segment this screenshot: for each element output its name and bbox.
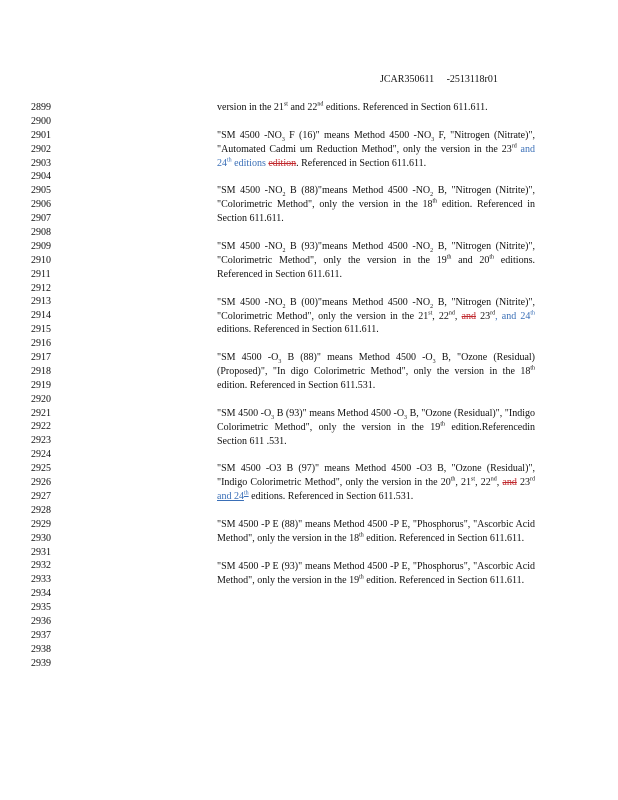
text-run: edition. Referenced in Section 611.531.: [217, 380, 376, 392]
definition-paragraph: [217, 129, 535, 171]
text-run: and 20: [451, 254, 490, 266]
line-number: 2909: [31, 240, 51, 252]
inserted-superscript: th: [530, 310, 536, 317]
line-number: 2914: [31, 310, 51, 322]
superscript: rd: [511, 143, 517, 150]
line-number: 2930: [31, 532, 51, 544]
line-number: 2915: [31, 324, 51, 336]
line-number: 2922: [31, 421, 51, 433]
text-run: F, "Nitrogen (Nitrate)", "Automated Cadmi um Reduction Method", only the version in the 23: [217, 129, 536, 155]
superscript: th: [359, 574, 364, 581]
line-number: 2916: [31, 338, 51, 350]
superscript: th: [432, 198, 438, 205]
text-run: "SM 4500 -P E (88)" means Method 4500 -P E, "Phosphorus", "Ascorbic Acid Method", only the version in the 18: [217, 519, 535, 544]
subscript: 3: [278, 359, 282, 366]
line-number: 2900: [31, 115, 51, 127]
line-number: 2921: [31, 407, 51, 419]
superscript: th: [530, 365, 535, 372]
superscript: nd: [317, 101, 324, 108]
deleted-text: edition: [268, 157, 297, 169]
line-number: 2920: [31, 393, 51, 405]
inserted-text: and 24: [217, 491, 244, 503]
line-number-column: [31, 101, 71, 671]
line-number: 2903: [31, 157, 51, 169]
line-number: 2899: [31, 102, 51, 113]
superscript: nd: [490, 477, 497, 484]
text-run: B, "Ozone (Residual) (Proposed)", "In digo Colorimetric Method", only the version in the 18: [217, 352, 535, 378]
line-number: 2928: [31, 504, 51, 516]
text-run: "SM 4500 -NO: [217, 185, 283, 197]
text-run: B (88)" means Method 4500 -O: [281, 352, 433, 364]
line-number: 2939: [31, 657, 51, 669]
text-run: edition.Referencedin Section 611 .531.: [217, 421, 535, 447]
text-run: B, "Nitrogen (Nitrite)", "Colorimetric Method", only the version in the 21: [217, 296, 535, 322]
superscript: th: [489, 254, 495, 261]
document-id-header: JCAR350611 -2513118r01: [380, 74, 498, 85]
line-number: 2929: [31, 518, 51, 530]
line-number: 2933: [31, 574, 51, 586]
text-run: . Referenced in Section 611.611.: [296, 157, 427, 169]
subscript: 2: [430, 192, 434, 199]
line-number: 2936: [31, 615, 51, 627]
text-run: editions. Referenced in Section 611.611.: [217, 254, 535, 280]
line-number: 2902: [31, 143, 51, 155]
text-run: version in the 21: [217, 102, 284, 113]
text-run: 23: [475, 310, 491, 322]
text-run: editions. Referenced in Section 611.611.: [217, 324, 379, 336]
definition-paragraph: [217, 184, 535, 226]
text-run: B (00)"means Method 4500 -NO: [285, 296, 431, 308]
text-run: edition. Referenced in Section 611.611.: [363, 574, 525, 586]
text-run: edition. Referenced in Section 611.611.: [217, 199, 535, 225]
subscript: 3: [271, 414, 275, 421]
line-number: 2904: [31, 171, 51, 183]
text-run: B (93)"means Method 4500 -NO: [285, 241, 431, 253]
text-run: B (93)" means Method 4500 -O: [274, 407, 405, 419]
text-run: "SM 4500 -P E (93)" means Method 4500 -P E, "Phosphorus", "Ascorbic Acid Method", only the version in the 19: [217, 560, 535, 586]
text-run: "SM 4500 -NO: [217, 241, 283, 253]
superscript: nd: [448, 310, 455, 317]
definition-paragraph: [217, 560, 535, 588]
superscript: st: [471, 477, 476, 484]
text-run: edition. Referenced in Section 611.611.: [363, 532, 525, 544]
superscript: rd: [530, 477, 536, 484]
deleted-text: and: [502, 477, 517, 489]
line-number: 2923: [31, 435, 51, 447]
superscript: th: [359, 532, 364, 539]
line-number: 2910: [31, 254, 51, 266]
subscript: 2: [282, 192, 286, 199]
definition-paragraph: [217, 462, 535, 504]
text-run: 23: [516, 477, 531, 489]
subscript: 2: [430, 303, 434, 310]
line-number: 2911: [31, 268, 51, 280]
line-number: 2907: [31, 213, 51, 225]
superscript: rd: [490, 310, 496, 317]
text-run: F (16)" means Method 4500 -NO: [284, 129, 432, 141]
text-run: B, "Nitrogen (Nitrite)", "Colorimetric Method", only the version in the 19: [217, 241, 535, 266]
definition-paragraph: [217, 407, 535, 449]
definition-paragraph: [217, 518, 535, 546]
text-run: ,: [496, 477, 503, 489]
inserted-superscript: th: [227, 157, 232, 164]
text-run: "SM 4500 -O3 B (97)" means Method 4500 -O3 B, "Ozone (Residual)", "Indigo Colorimetric Method", only the version in the 20: [217, 463, 535, 489]
text-run: B, "Nitrogen (Nitrite)", "Colorimetric Method", only the version in the 18: [217, 185, 535, 211]
text-run: "SM 4500 -O: [217, 352, 279, 364]
text-run: editions. Referenced in Section 611.611.: [323, 102, 488, 113]
line-number: 2917: [31, 352, 51, 364]
line-number: 2906: [31, 199, 51, 211]
line-number: 2913: [31, 296, 51, 308]
text-run: B, "Ozone (Residual)", "Indigo Colorimetric Method", only the version in the 19: [217, 407, 535, 433]
text-run: "SM 4500 -O: [217, 407, 272, 419]
definition-paragraph: [217, 240, 535, 282]
inserted-superscript: th: [243, 490, 249, 497]
text-run: and 22: [287, 102, 318, 113]
subscript: 3: [281, 136, 285, 143]
superscript: st: [428, 310, 433, 317]
line-number: 2908: [31, 227, 51, 239]
line-number: 2919: [31, 379, 51, 391]
text-run: ,: [454, 310, 462, 322]
line-number: 2938: [31, 643, 51, 655]
definition-paragraph: [217, 101, 535, 115]
subscript: 2: [430, 248, 434, 255]
text-run: , 22: [432, 310, 449, 322]
subscript: 3: [404, 414, 408, 421]
text-run: , 21: [455, 477, 472, 489]
line-number: 2935: [31, 602, 51, 614]
text-run: B (88)"means Method 4500 -NO: [285, 185, 431, 197]
line-number: 2912: [31, 282, 51, 294]
line-number: 2905: [31, 185, 51, 197]
superscript: th: [450, 477, 456, 484]
line-number: 2924: [31, 449, 51, 461]
superscript: th: [440, 421, 445, 428]
line-number: 2931: [31, 546, 51, 558]
text-run: , 22: [475, 477, 491, 489]
line-number: 2918: [31, 365, 51, 377]
definition-paragraph: [217, 296, 535, 338]
text-run: editions. Referenced in Section 611.531.: [248, 491, 414, 503]
superscript: th: [446, 254, 452, 261]
deleted-text: and: [461, 310, 476, 322]
text-run: "SM 4500 -NO: [217, 296, 283, 308]
line-number: 2937: [31, 629, 51, 641]
subscript: 2: [282, 303, 286, 310]
line-number: 2932: [31, 560, 51, 572]
subscript: 2: [282, 248, 286, 255]
line-number: 2925: [31, 463, 51, 475]
document-body: [217, 101, 535, 601]
line-number: 2934: [31, 588, 51, 600]
inserted-text: editions: [231, 157, 266, 169]
inserted-text: , and 24: [495, 310, 531, 322]
line-number: 2901: [31, 129, 51, 141]
subscript: 3: [431, 136, 435, 143]
definition-paragraph: [217, 351, 535, 393]
text-run: "SM 4500 -NO: [217, 129, 282, 141]
line-number: 2926: [31, 477, 51, 489]
line-number: 2927: [31, 490, 51, 502]
superscript: st: [283, 101, 288, 108]
subscript: 3: [432, 359, 436, 366]
inserted-text: and 24: [217, 143, 535, 169]
